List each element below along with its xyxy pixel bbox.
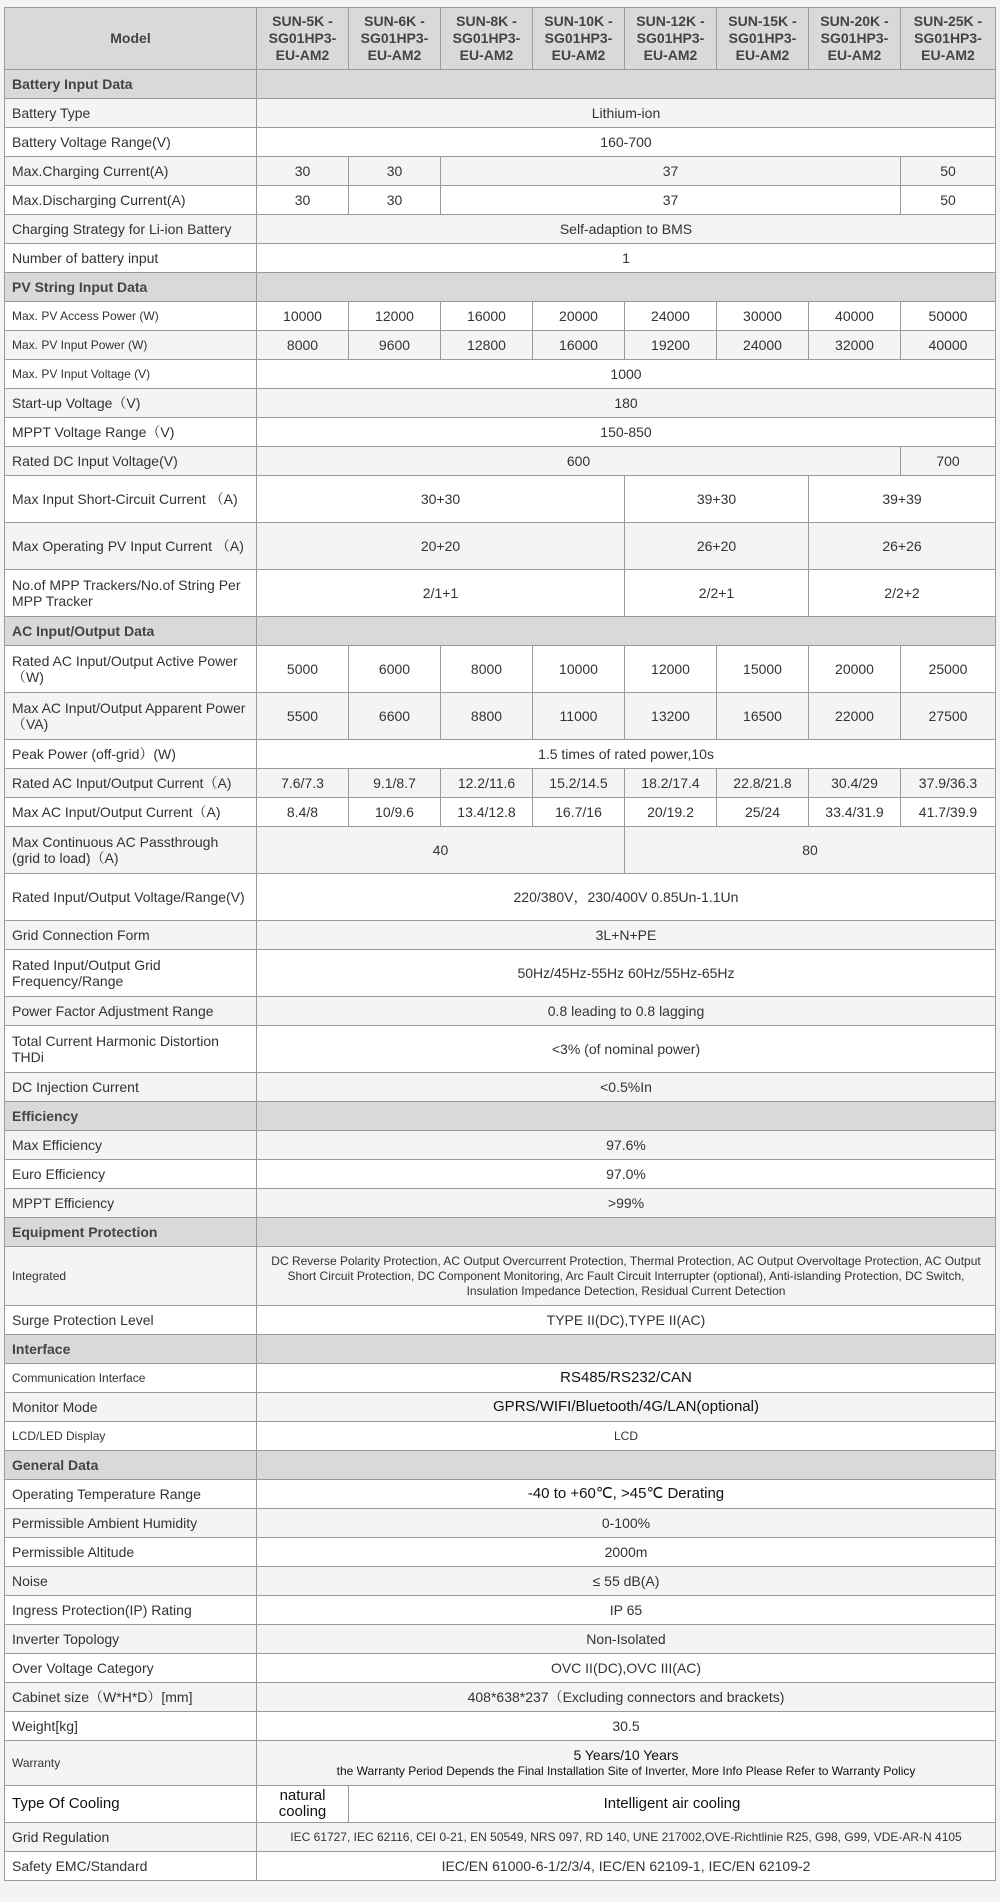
row-value: 1000 — [257, 360, 996, 389]
section-band — [257, 70, 996, 99]
row-value: 30 — [349, 186, 441, 215]
row-value: 700 — [901, 447, 996, 476]
spec-row — [5, 418, 996, 447]
section-header-row — [5, 1102, 996, 1131]
row-label: Max Efficiency — [5, 1131, 257, 1160]
row-value: 37 — [441, 157, 901, 186]
row-label: Rated DC Input Voltage(V) — [5, 447, 257, 476]
row-label: Communication Interface — [5, 1364, 257, 1393]
spec-row — [5, 1189, 996, 1218]
row-label: Max Operating PV Input Current （A) — [5, 523, 257, 570]
spec-row — [5, 1596, 996, 1625]
section-title: Equipment Protection — [5, 1218, 257, 1247]
model-column-header — [809, 8, 901, 70]
model-name-line: EU-AM2 — [551, 47, 606, 63]
spec-row — [5, 646, 996, 693]
row-label: Max Continuous AC Passthrough (grid to load)（A) — [5, 827, 257, 874]
row-value: 80 — [625, 827, 996, 874]
row-value: 37.9/36.3 — [901, 769, 996, 798]
row-value: -40 to +60℃, >45℃ Derating — [257, 1480, 996, 1509]
row-value: 97.6% — [257, 1131, 996, 1160]
row-label: Safety EMC/Standard — [5, 1852, 257, 1881]
row-label: Peak Power (off-grid）(W) — [5, 740, 257, 769]
model-name-line: EU-AM2 — [827, 47, 882, 63]
spec-row — [5, 921, 996, 950]
row-value: 10000 — [257, 302, 349, 331]
spec-row — [5, 740, 996, 769]
row-value: 3L+N+PE — [257, 921, 996, 950]
row-value: 0.8 leading to 0.8 lagging — [257, 997, 996, 1026]
section-header-row — [5, 1218, 996, 1247]
row-value: natural cooling — [257, 1786, 349, 1823]
row-value: 27500 — [901, 693, 996, 740]
row-value: 6600 — [349, 693, 441, 740]
row-value: 220/380V，230/400V 0.85Un-1.1Un — [257, 874, 996, 921]
row-value: <0.5%In — [257, 1073, 996, 1102]
row-value: 6000 — [349, 646, 441, 693]
model-column-header — [349, 8, 441, 70]
row-value: OVC II(DC),OVC III(AC) — [257, 1654, 996, 1683]
section-band — [257, 617, 996, 646]
model-name-line: SUN-6K - — [364, 13, 425, 29]
model-name-line: SG01HP3- — [636, 30, 705, 46]
spec-row — [5, 215, 996, 244]
row-value: 22.8/21.8 — [717, 769, 809, 798]
row-value: 8.4/8 — [257, 798, 349, 827]
row-value: 24000 — [625, 302, 717, 331]
spec-row — [5, 1786, 996, 1823]
row-value: 30.4/29 — [809, 769, 901, 798]
model-name-line: SUN-25K - — [913, 13, 983, 29]
row-value: 40000 — [901, 331, 996, 360]
row-value: RS485/RS232/CAN — [257, 1364, 996, 1393]
spec-row — [5, 769, 996, 798]
row-value: 32000 — [809, 331, 901, 360]
row-value: 25/24 — [717, 798, 809, 827]
row-value: 10000 — [533, 646, 625, 693]
row-value: 37 — [441, 186, 901, 215]
row-value: 10/9.6 — [349, 798, 441, 827]
row-label: Over Voltage Category — [5, 1654, 257, 1683]
row-label: Max AC Input/Output Current（A) — [5, 798, 257, 827]
spec-row — [5, 1364, 996, 1393]
model-name-line: SUN-10K - — [544, 13, 613, 29]
row-value: Lithium-ion — [257, 99, 996, 128]
row-label: Battery Type — [5, 99, 257, 128]
section-header-row — [5, 273, 996, 302]
model-name-line: SG01HP3- — [914, 30, 982, 46]
row-label: Rated AC Input/Output Current（A) — [5, 769, 257, 798]
row-value: LCD — [257, 1422, 996, 1451]
spec-row — [5, 570, 996, 617]
row-label: MPPT Voltage Range（V) — [5, 418, 257, 447]
model-name-line: SG01HP3- — [544, 30, 613, 46]
spec-row — [5, 128, 996, 157]
row-label: Total Current Harmonic Distortion THDi — [5, 1026, 257, 1073]
row-value: 13200 — [625, 693, 717, 740]
spec-row — [5, 1480, 996, 1509]
spec-row — [5, 331, 996, 360]
row-value: 408*638*237（Excluding connectors and brackets) — [257, 1683, 996, 1712]
row-value: 11000 — [533, 693, 625, 740]
row-label: Euro Efficiency — [5, 1160, 257, 1189]
row-label: Max. PV Access Power (W) — [5, 302, 257, 331]
row-value: 13.4/12.8 — [441, 798, 533, 827]
row-value: 24000 — [717, 331, 809, 360]
section-title: AC Input/Output Data — [5, 617, 257, 646]
row-value: 30.5 — [257, 1712, 996, 1741]
row-value: 160-700 — [257, 128, 996, 157]
spec-row — [5, 1422, 996, 1451]
spec-row — [5, 693, 996, 740]
spec-row — [5, 1247, 996, 1306]
row-value: 9.1/8.7 — [349, 769, 441, 798]
section-title: Efficiency — [5, 1102, 257, 1131]
row-value: 2000m — [257, 1538, 996, 1567]
row-value: 2/2+1 — [625, 570, 809, 617]
row-value: <3% (of nominal power) — [257, 1026, 996, 1073]
spec-row — [5, 1073, 996, 1102]
model-column-header — [533, 8, 625, 70]
spec-row — [5, 1852, 996, 1881]
row-value: 8000 — [257, 331, 349, 360]
row-label: Max. PV Input Power (W) — [5, 331, 257, 360]
row-value: 30 — [257, 186, 349, 215]
row-label: Surge Protection Level — [5, 1306, 257, 1335]
spec-row — [5, 157, 996, 186]
row-label: Cabinet size（W*H*D）[mm] — [5, 1683, 257, 1712]
model-name-line: SUN-20K - — [820, 13, 889, 29]
row-value: 0-100% — [257, 1509, 996, 1538]
row-label: Weight[kg] — [5, 1712, 257, 1741]
row-label: Grid Regulation — [5, 1823, 257, 1852]
model-name-line: EU-AM2 — [459, 47, 514, 63]
row-value: 20/19.2 — [625, 798, 717, 827]
row-label: Inverter Topology — [5, 1625, 257, 1654]
row-value: IEC 61727, IEC 62116, CEI 0-21, EN 50549, NRS 097, RD 140, UNE 217002,OVE-Richtlinie R25, G98, G99, VDE-AR-N 4105 — [257, 1823, 996, 1852]
model-column-header — [625, 8, 717, 70]
model-name-line: SUN-8K - — [456, 13, 517, 29]
spec-row — [5, 1654, 996, 1683]
model-column-header — [257, 8, 349, 70]
row-value: 600 — [257, 447, 901, 476]
spec-row — [5, 1306, 996, 1335]
row-value: 39+39 — [809, 476, 996, 523]
row-value: 2/1+1 — [257, 570, 625, 617]
row-label: Permissible Altitude — [5, 1538, 257, 1567]
spec-row — [5, 1026, 996, 1073]
row-value: 30 — [257, 157, 349, 186]
row-value: 50 — [901, 157, 996, 186]
model-name-line: SG01HP3- — [728, 30, 797, 46]
row-label: MPPT Efficiency — [5, 1189, 257, 1218]
row-value: >99% — [257, 1189, 996, 1218]
section-header-row — [5, 1451, 996, 1480]
row-value: 41.7/39.9 — [901, 798, 996, 827]
section-title: Battery Input Data — [5, 70, 257, 99]
row-label: Ingress Protection(IP) Rating — [5, 1596, 257, 1625]
row-label: Warranty — [5, 1741, 257, 1786]
row-value: 40 — [257, 827, 625, 874]
row-label: Noise — [5, 1567, 257, 1596]
model-name-line: EU-AM2 — [735, 47, 790, 63]
row-value: 30 — [349, 157, 441, 186]
row-value: 22000 — [809, 693, 901, 740]
row-value: 20000 — [809, 646, 901, 693]
spec-row — [5, 798, 996, 827]
section-title: Interface — [5, 1335, 257, 1364]
header-row — [5, 8, 996, 70]
spec-row — [5, 302, 996, 331]
row-value: DC Reverse Polarity Protection, AC Output Overcurrent Protection, Thermal Protection, AC Output Overvoltage Protection, AC Output Short Circuit Protection, DC Component Monitoring, Arc Fault Circuit Interrupter (optional), Anti-islanding Protection, DC Switch, Insulation Impedance Detection, Residual Current Detection — [257, 1247, 996, 1306]
row-value: 16000 — [441, 302, 533, 331]
row-label: Max.Discharging Current(A) — [5, 186, 257, 215]
row-value: 16.7/16 — [533, 798, 625, 827]
row-value: 19200 — [625, 331, 717, 360]
row-label: Charging Strategy for Li-ion Battery — [5, 215, 257, 244]
row-value: 2/2+2 — [809, 570, 996, 617]
model-name-line: SUN-5K - — [272, 13, 333, 29]
row-value: 50Hz/45Hz-55Hz 60Hz/55Hz-65Hz — [257, 950, 996, 997]
model-name-line: SUN-15K - — [728, 13, 797, 29]
row-value: IEC/EN 61000-6-1/2/3/4, IEC/EN 62109-1, IEC/EN 62109-2 — [257, 1852, 996, 1881]
row-value: 15000 — [717, 646, 809, 693]
model-name-line: EU-AM2 — [367, 47, 422, 63]
spec-row — [5, 1683, 996, 1712]
model-column-header — [717, 8, 809, 70]
row-label: Number of battery input — [5, 244, 257, 273]
spec-row — [5, 1160, 996, 1189]
row-label: Rated Input/Output Grid Frequency/Range — [5, 950, 257, 997]
spec-row — [5, 1625, 996, 1654]
spec-row — [5, 950, 996, 997]
spec-row — [5, 447, 996, 476]
row-value: 20+20 — [257, 523, 625, 570]
row-value: 1.5 times of rated power,10s — [257, 740, 996, 769]
section-band — [257, 1218, 996, 1247]
row-label: No.of MPP Trackers/No.of String Per MPP Tracker — [5, 570, 257, 617]
row-value: 40000 — [809, 302, 901, 331]
spec-row — [5, 1567, 996, 1596]
row-value: 26+20 — [625, 523, 809, 570]
row-value: 18.2/17.4 — [625, 769, 717, 798]
row-label: DC Injection Current — [5, 1073, 257, 1102]
model-name-line: SG01HP3- — [452, 30, 521, 46]
section-band — [257, 1451, 996, 1480]
spec-row — [5, 827, 996, 874]
spec-row — [5, 99, 996, 128]
section-header-row — [5, 1335, 996, 1364]
section-title: PV String Input Data — [5, 273, 257, 302]
warranty-note: the Warranty Period Depends the Final Installation Site of Inverter, More Info Please Refer to Warranty Policy — [336, 1764, 916, 1778]
row-label: Battery Voltage Range(V) — [5, 128, 257, 157]
row-value: 180 — [257, 389, 996, 418]
spec-row — [5, 1538, 996, 1567]
spec-row — [5, 997, 996, 1026]
row-value: 16500 — [717, 693, 809, 740]
row-label: Rated AC Input/Output Active Power （W) — [5, 646, 257, 693]
row-label: Rated Input/Output Voltage/Range(V) — [5, 874, 257, 921]
row-value: 33.4/31.9 — [809, 798, 901, 827]
row-value: 97.0% — [257, 1160, 996, 1189]
spec-row — [5, 1393, 996, 1422]
spec-row — [5, 1131, 996, 1160]
section-header-row — [5, 617, 996, 646]
row-label: Max. PV Input Voltage (V) — [5, 360, 257, 389]
model-name-line: SUN-12K - — [636, 13, 705, 29]
model-name-line: EU-AM2 — [275, 47, 330, 63]
row-value: Non-Isolated — [257, 1625, 996, 1654]
row-value: 12000 — [349, 302, 441, 331]
row-value: 16000 — [533, 331, 625, 360]
spec-row — [5, 1741, 996, 1786]
model-name-line: SG01HP3- — [360, 30, 429, 46]
model-column-header — [901, 8, 996, 70]
model-column-header — [441, 8, 533, 70]
row-label: Max AC Input/Output Apparent Power （VA) — [5, 693, 257, 740]
spec-row — [5, 1712, 996, 1741]
row-label: Permissible Ambient Humidity — [5, 1509, 257, 1538]
row-value: 150-850 — [257, 418, 996, 447]
row-label: LCD/LED Display — [5, 1422, 257, 1451]
spec-row — [5, 186, 996, 215]
section-band — [257, 1102, 996, 1131]
spec-row — [5, 360, 996, 389]
row-value: 39+30 — [625, 476, 809, 523]
row-value: 20000 — [533, 302, 625, 331]
row-value: 8800 — [441, 693, 533, 740]
row-label: Type Of Cooling — [5, 1786, 257, 1823]
row-label: Max.Charging Current(A) — [5, 157, 257, 186]
warranty-period: 5 Years/10 Years — [573, 1747, 679, 1763]
section-band — [257, 273, 996, 302]
row-label: Start-up Voltage（V) — [5, 389, 257, 418]
section-title: General Data — [5, 1451, 257, 1480]
row-value: 50000 — [901, 302, 996, 331]
row-value: Intelligent air cooling — [349, 1786, 996, 1823]
row-value: 30+30 — [257, 476, 625, 523]
spec-row — [5, 389, 996, 418]
model-name-line: SG01HP3- — [820, 30, 889, 46]
spec-table — [4, 7, 996, 1881]
spec-row — [5, 1823, 996, 1852]
model-header: Model — [5, 8, 257, 70]
row-value: 25000 — [901, 646, 996, 693]
row-label: Grid Connection Form — [5, 921, 257, 950]
row-value — [257, 1741, 996, 1786]
row-label: Monitor Mode — [5, 1393, 257, 1422]
row-value: Self-adaption to BMS — [257, 215, 996, 244]
row-value: 12800 — [441, 331, 533, 360]
row-value: 5500 — [257, 693, 349, 740]
model-name-line: EU-AM2 — [921, 47, 975, 63]
row-label: Power Factor Adjustment Range — [5, 997, 257, 1026]
row-label: Integrated — [5, 1247, 257, 1306]
section-band — [257, 1335, 996, 1364]
row-value: 9600 — [349, 331, 441, 360]
row-label: Operating Temperature Range — [5, 1480, 257, 1509]
row-value: 7.6/7.3 — [257, 769, 349, 798]
row-value: 1 — [257, 244, 996, 273]
row-value: 12000 — [625, 646, 717, 693]
row-value: 8000 — [441, 646, 533, 693]
row-value: 12.2/11.6 — [441, 769, 533, 798]
spec-row — [5, 476, 996, 523]
row-value: IP 65 — [257, 1596, 996, 1625]
spec-row — [5, 523, 996, 570]
spec-row — [5, 874, 996, 921]
row-value: 30000 — [717, 302, 809, 331]
row-value: ≤ 55 dB(A) — [257, 1567, 996, 1596]
spec-row — [5, 1509, 996, 1538]
row-value: 5000 — [257, 646, 349, 693]
row-label: Max Input Short-Circuit Current （A) — [5, 476, 257, 523]
model-name-line: EU-AM2 — [643, 47, 698, 63]
row-value: TYPE II(DC),TYPE II(AC) — [257, 1306, 996, 1335]
spec-row — [5, 244, 996, 273]
row-value: 50 — [901, 186, 996, 215]
model-name-line: SG01HP3- — [268, 30, 337, 46]
row-value: 15.2/14.5 — [533, 769, 625, 798]
section-header-row — [5, 70, 996, 99]
row-value: GPRS/WIFI/Bluetooth/4G/LAN(optional) — [257, 1393, 996, 1422]
row-value: 26+26 — [809, 523, 996, 570]
